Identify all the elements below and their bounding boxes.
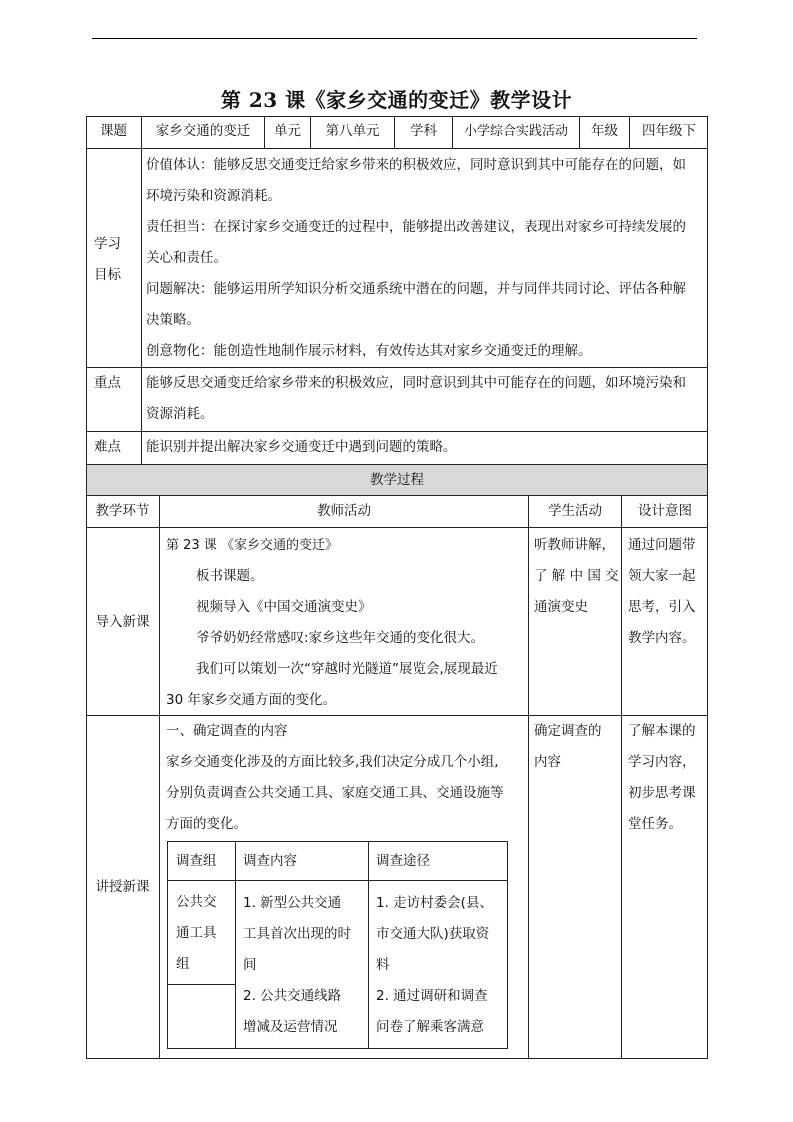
grade-label: 年级 <box>580 116 630 149</box>
survey-content-line: 间 <box>243 957 257 973</box>
unit-value: 第八单元 <box>311 116 395 149</box>
intro-teacher-line: 板书课题。 <box>196 568 264 584</box>
survey-header-divider <box>167 880 508 881</box>
intro-teacher-line: 爷爷奶奶经常感叹:家乡这些年交通的变化很大。 <box>196 630 485 646</box>
key-point-label: 重点 <box>86 368 142 432</box>
survey-method-line: 1. 走访村委会(县、 <box>376 895 493 911</box>
intro-teacher-line: 30 年家乡交通方面的变化。 <box>166 692 336 708</box>
lecture-intent-line: 学习内容， <box>628 754 696 770</box>
difficulty-label: 难点 <box>86 432 142 465</box>
intro-student-line: 听教师讲解， <box>534 537 615 553</box>
intro-student-line: 通演变史 <box>534 599 588 615</box>
key-point-line: 能够反思交通变迁给家乡带来的积极效应，同时意识到其中可能存在的问题，如环境污染和 <box>146 375 686 391</box>
key-point-line: 资源消耗。 <box>146 406 214 422</box>
intro-student-activity <box>529 528 622 716</box>
intro-intent-line: 通过问题带 <box>628 537 696 553</box>
survey-group-line: 公共交 <box>176 894 217 910</box>
survey-method-line: 问卷了解乘客满意 <box>376 1019 484 1035</box>
topic-label: 课题 <box>86 116 142 149</box>
column-header-intent: 设计意图 <box>622 496 708 528</box>
lecture-intent-line: 初步思考课 <box>628 785 696 801</box>
lecture-stage: 讲授新课 <box>86 716 160 1059</box>
objective-line: 决策略。 <box>146 312 200 328</box>
survey-col-divider <box>368 841 369 1049</box>
objective-line: 环境污染和资源消耗。 <box>146 188 281 204</box>
intro-teacher-line: 我们可以策划一次“穿越时光隧道”展览会,展现最近 <box>196 661 498 677</box>
lecture-student-activity <box>529 716 622 1059</box>
survey-col-divider <box>235 841 236 1049</box>
lecture-design-intent <box>622 716 708 1059</box>
intro-intent-line: 教学内容。 <box>628 630 696 646</box>
unit-label: 单元 <box>265 116 311 149</box>
survey-content-line: 工具首次出现的时 <box>243 926 351 942</box>
survey-method-line: 市交通大队)获取资 <box>376 926 490 942</box>
intro-teacher-line: 视频导入《中国交通演变史》 <box>196 599 372 615</box>
objectives-label-cell <box>86 149 142 368</box>
objectives-content <box>142 149 708 368</box>
topic-value: 家乡交通的变迁 <box>142 116 265 149</box>
lecture-teacher-line: 分别负责调查公共交通工具、家庭交通工具、交通设施等 <box>166 785 504 801</box>
header-rule <box>92 38 697 39</box>
column-header-teacher: 教师活动 <box>160 496 529 528</box>
intro-teacher-line: 第 23 课 《家乡交通的变迁》 <box>166 538 338 553</box>
survey-method-line: 料 <box>376 957 390 973</box>
objective-line: 价值体认：能够反思交通变迁给家乡带来的积极效应，同时意识到其中可能存在的问题，如 <box>146 157 686 173</box>
survey-header-method: 调查途径 <box>376 853 430 869</box>
survey-header-group: 调查组 <box>176 853 217 869</box>
survey-method-line: 2. 通过调研和调查 <box>376 988 488 1004</box>
survey-content-line: 2. 公共交通线路 <box>243 988 342 1004</box>
lecture-student-line: 确定调查的 <box>534 723 602 739</box>
lecture-teacher-line: 家乡交通变化涉及的方面比较多,我们决定分成几个小组, <box>166 754 499 770</box>
survey-group-divider <box>167 984 235 985</box>
key-point-content <box>142 368 708 432</box>
survey-group-line: 组 <box>176 956 190 972</box>
survey-content-line: 增减及运营情况 <box>243 1019 338 1035</box>
column-header-student: 学生活动 <box>529 496 622 528</box>
lecture-student-line: 内容 <box>534 754 561 770</box>
lecture-teacher-line: 方面的变化。 <box>166 816 247 832</box>
grade-value: 四年级下 <box>630 116 708 149</box>
lecture-intent-line: 堂任务。 <box>628 816 682 832</box>
objectives-label-line2: 目标 <box>94 267 121 283</box>
document-title: 第 23 课《家乡交通的变迁》教学设计 <box>220 88 573 112</box>
survey-group-line: 通工具 <box>176 925 217 941</box>
objective-line: 问题解决：能够运用所学知识分析交通系统中潜在的问题，并与同伴共同讨论、评估各种解 <box>146 281 686 297</box>
intro-design-intent <box>622 528 708 716</box>
difficulty-content: 能识别并提出解决家乡交通变迁中遇到问题的策略。 <box>146 439 457 455</box>
subject-label: 学科 <box>395 116 453 149</box>
survey-header-content: 调查内容 <box>243 853 297 869</box>
intro-intent-line: 领大家一起 <box>628 568 696 584</box>
survey-content-line: 1. 新型公共交通 <box>243 895 342 911</box>
objective-line: 责任担当：在探讨家乡交通变迁的过程中，能够提出改善建议，表现出对家乡可持续发展的 <box>146 219 686 235</box>
objectives-label-line1: 学习 <box>94 236 121 252</box>
objective-line: 创意物化：能创造性地制作展示材料，有效传达其对家乡交通变迁的理解。 <box>146 343 592 359</box>
process-header: 教学过程 <box>87 465 707 496</box>
intro-student-line: 了 解 中 国 交 <box>534 568 619 584</box>
objective-line: 关心和责任。 <box>146 250 227 266</box>
intro-intent-line: 思考，引入 <box>628 599 696 615</box>
intro-teacher-activity <box>160 528 529 716</box>
subject-value: 小学综合实践活动 <box>453 116 580 149</box>
column-header-stage: 教学环节 <box>86 496 160 528</box>
lecture-intent-line: 了解本课的 <box>628 723 696 739</box>
lecture-teacher-line: 一、确定调查的内容 <box>166 723 288 739</box>
intro-stage: 导入新课 <box>86 528 160 716</box>
